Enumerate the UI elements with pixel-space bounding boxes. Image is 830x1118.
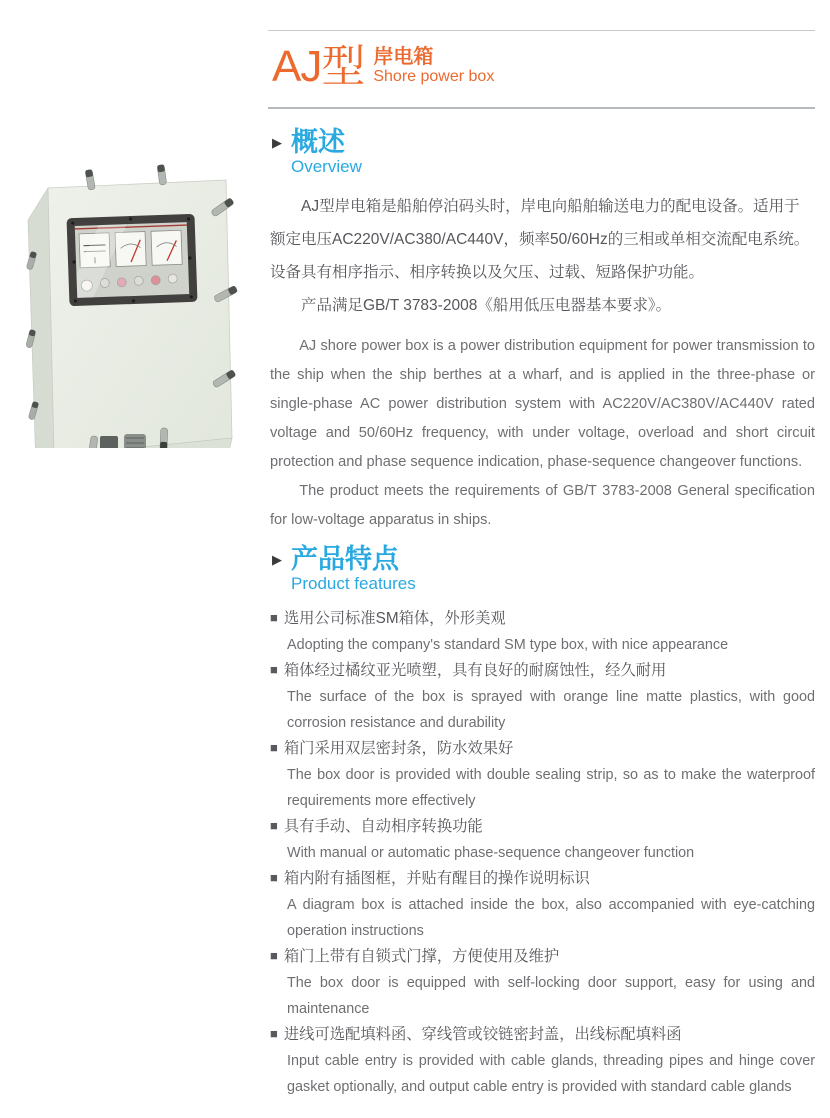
feature-item bbox=[270, 606, 815, 658]
overview-section bbox=[270, 128, 815, 535]
feature-en: Adopting the company's standard SM type box, with nice appearance bbox=[287, 637, 729, 654]
feature-cn bbox=[270, 814, 815, 840]
overview-header bbox=[270, 128, 815, 178]
shore-power-box-illustration bbox=[8, 140, 256, 448]
feature-bullet-icon: ■ bbox=[270, 610, 278, 626]
section-marker-icon: ▶ bbox=[272, 135, 282, 150]
section-marker-icon: ▶ bbox=[272, 551, 282, 567]
overview-paragraph-cn: 产品满足GB/T 3783-2008《船用低压电器基本要求》。 bbox=[301, 296, 672, 314]
feature-en: The surface of the box is sprayed with orange line matte plastics, with good corrosion resistance and durability bbox=[287, 689, 815, 732]
indicator-lamp-pink bbox=[117, 278, 126, 287]
feature-item bbox=[270, 944, 815, 1022]
features-heading bbox=[291, 545, 416, 595]
feature-bullet-icon: ■ bbox=[270, 662, 278, 678]
features-title-cn: 产品特点 bbox=[291, 543, 399, 574]
features-title-en: Product features bbox=[291, 573, 416, 593]
feature-bullet-icon: ■ bbox=[270, 818, 278, 834]
feature-list bbox=[270, 606, 815, 1100]
feature-cn-text: 进线可选配填料函、穿线管或铰链密封盖，出线标配填料函 bbox=[283, 1026, 682, 1044]
feature-item bbox=[270, 736, 815, 814]
feature-item bbox=[270, 814, 815, 866]
overview-paragraph-cn: AJ型岸电箱是船舶停泊码头时，岸电向船舶输送电力的配电设备。适用于额定电压AC220V/AC380/AC440V，频率50/60Hz的三相或单相交流配电系统。设备具有相序指示、相序转换以及欠压、过载、短路保护功能。 bbox=[270, 197, 810, 281]
product-name-en: Shore power box bbox=[373, 68, 495, 86]
feature-cn bbox=[270, 658, 815, 684]
feature-cn-text: 箱内附有插图框，并贴有醒目的操作说明标识 bbox=[283, 870, 590, 888]
feature-cn-text: 箱门采用双层密封条，防水效果好 bbox=[283, 740, 514, 758]
viewing-window bbox=[67, 214, 198, 306]
feature-cn bbox=[270, 606, 815, 632]
overview-title-cn: 概述 bbox=[291, 127, 345, 157]
overview-paragraph-en: The product meets the requirements of GB/T 3783-2008 General specification for low-voltage apparatus in ships. bbox=[270, 482, 815, 528]
feature-bullet-icon: ■ bbox=[270, 1026, 278, 1042]
feature-en: The box door is equipped with self-locking door support, easy for using and maintenance bbox=[287, 975, 815, 1018]
feature-item bbox=[270, 866, 815, 944]
analog-meter-3 bbox=[151, 230, 182, 265]
feature-cn bbox=[270, 944, 815, 970]
overview-paragraph-en: AJ shore power box is a power distribution equipment for power transmission to the ship when the ship berthes at a wharf, and is applied in the three-phase or single-phase AC power distribution system with AC220V/AC380V/AC440V rated voltage and 50/60Hz frequency, with under voltage, overload and short circuit protection and phase sequence indication, phase-sequence changeover functions. bbox=[270, 337, 815, 470]
feature-cn-text: 箱体经过橘纹亚光喷塑，具有良好的耐腐蚀性，经久耐用 bbox=[283, 662, 667, 680]
feature-cn-text: 具有手动、自动相序转换功能 bbox=[283, 818, 483, 836]
overview-title-en: Overview bbox=[291, 157, 362, 177]
indicator-lamp-red bbox=[151, 276, 160, 285]
feature-en: Input cable entry is provided with cable glands, threading pipes and hinge cover gasket optionally, and output cable entry is provided with standard cable glands bbox=[287, 1053, 815, 1096]
feature-bullet-icon: ■ bbox=[270, 740, 278, 756]
product-name bbox=[373, 46, 494, 87]
product-photo bbox=[8, 140, 256, 448]
features-header bbox=[270, 545, 815, 595]
product-name-cn: 岸电箱 bbox=[373, 46, 434, 69]
feature-en: A diagram box is attached inside the box, also accompanied with eye-catching operation instructions bbox=[287, 897, 815, 940]
indicator-lamp-gray-2 bbox=[134, 276, 143, 285]
indicator-lamp-gray bbox=[100, 278, 109, 287]
top-divider bbox=[268, 30, 815, 31]
feature-cn bbox=[270, 866, 815, 892]
feature-item bbox=[270, 1022, 815, 1100]
feature-cn bbox=[270, 1022, 815, 1048]
product-model: AJ型 bbox=[272, 42, 365, 91]
feature-cn-text: 箱门上带有自锁式门撑，方便使用及维护 bbox=[283, 948, 560, 966]
features-section bbox=[270, 545, 815, 1101]
content-column bbox=[270, 128, 815, 1100]
feature-en: The box door is provided with double sealing strip, so as to make the waterproof requirements more effectively bbox=[287, 767, 815, 810]
product-title bbox=[272, 42, 495, 91]
feature-bullet-icon: ■ bbox=[270, 948, 278, 964]
feature-item bbox=[270, 658, 815, 736]
indicator-lamp-3 bbox=[168, 274, 177, 283]
feature-en: With manual or automatic phase-sequence changeover function bbox=[287, 845, 695, 862]
feature-cn-text: 选用公司标准SM箱体，外形美观 bbox=[283, 610, 506, 628]
title-divider bbox=[268, 107, 815, 109]
feature-cn bbox=[270, 736, 815, 762]
overview-heading bbox=[291, 128, 362, 178]
feature-bullet-icon: ■ bbox=[270, 870, 278, 886]
